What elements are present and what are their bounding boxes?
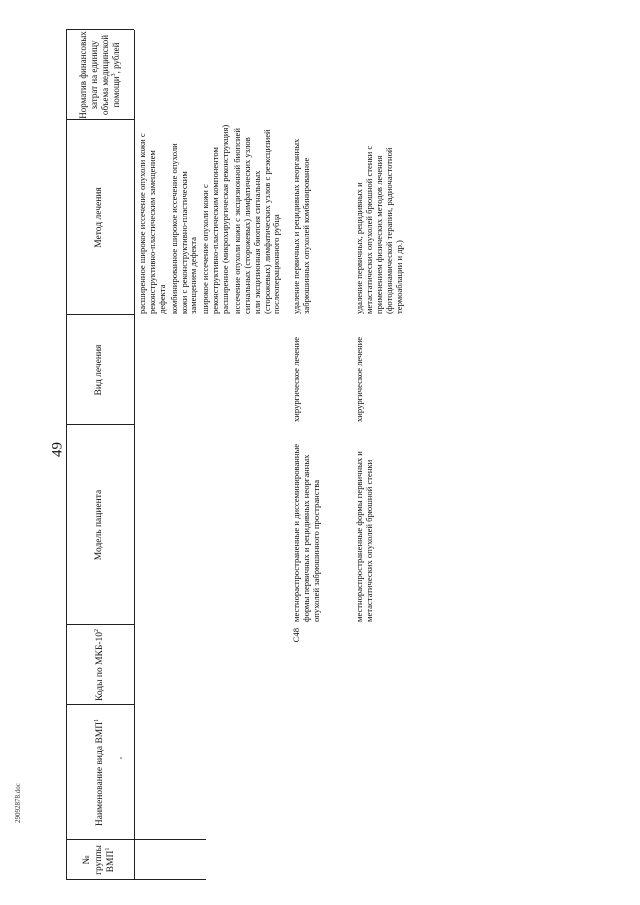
header-bottom-border bbox=[134, 30, 135, 880]
table-top-border bbox=[66, 30, 67, 880]
rotated-table-page bbox=[66, 30, 404, 880]
table-header-row bbox=[66, 30, 134, 880]
column-divider bbox=[66, 839, 206, 840]
column-divider bbox=[66, 704, 134, 705]
method-item: расширенное широкое иссечение опухоли кожи с реконструктивно-пластическим замещением дефекта bbox=[137, 133, 167, 314]
column-divider bbox=[66, 879, 206, 880]
scan-speck bbox=[120, 757, 122, 759]
method-item: иссечение опухоли кожи с эксцизионной биопсией сигнальных (сторожевых) лимфатических узлов или эксцизионная биопсия сигнальных (сторожевых) лимфатических узлов с реэксцизией послеоперационного рубца bbox=[231, 128, 282, 314]
method-item: удаление первичных, рецидивных и метастатических опухолей брюшной стенки с применением физических методов лечения (фотодинамической терапии, радиочастотной термоаблации и др.) bbox=[354, 145, 404, 314]
column-divider bbox=[66, 314, 134, 315]
footer-filename: 29092878.doc bbox=[14, 783, 22, 823]
table-row-2-model: местнораспространенные формы первичных и метастатических опухолей брюшной стенки bbox=[354, 451, 374, 622]
header-cost-norm: Норматив финансовых затрат на единицу объема медицинской помощи$^3$, рублей bbox=[78, 31, 121, 119]
method-item: широкое иссечение опухоли кожи с реконструктивно-пластическим компонентом расширенное (микрохирургическая реконструкция) bbox=[200, 124, 230, 314]
header-treatment-method: Метод лечения bbox=[94, 187, 105, 248]
column-divider bbox=[66, 119, 134, 120]
table-row-1-methods bbox=[292, 124, 314, 314]
column-divider bbox=[66, 624, 134, 625]
header-icd-codes: Коды по МКБ-$10^2$ bbox=[93, 628, 105, 702]
table-row-2-methods bbox=[355, 124, 406, 314]
column-divider bbox=[66, 424, 134, 425]
header-treatment-type: Вид лечения bbox=[94, 344, 105, 396]
method-item: комбинированное широкое иссечение опухоли кожи с реконструктивно-пластическим замещением дефекта bbox=[168, 143, 199, 314]
table-row-2-type: хирургическое лечение bbox=[354, 336, 364, 422]
table-row-1-icd: C48 bbox=[291, 628, 301, 643]
header-patient-model: Модель пациента bbox=[94, 489, 105, 561]
column-divider bbox=[66, 29, 134, 30]
header-group-no: № группы ВМП$^1$ bbox=[82, 845, 117, 875]
header-vmp-name: Наименование вида ВМП$^1$ bbox=[93, 718, 105, 827]
table-row-1-model: местнораспространенные и диссеминированные формы первичных и рецидивных неорганных опухолей забрюшинного пространства bbox=[291, 443, 321, 622]
method-item: удаление первичных и рецидивных неорганных забрюшинных опухолей комбинированное bbox=[291, 138, 311, 314]
table-row-0-methods bbox=[138, 124, 284, 314]
table-row-1-type: хирургическое лечение bbox=[291, 336, 301, 422]
page-number: 49 bbox=[49, 442, 66, 457]
